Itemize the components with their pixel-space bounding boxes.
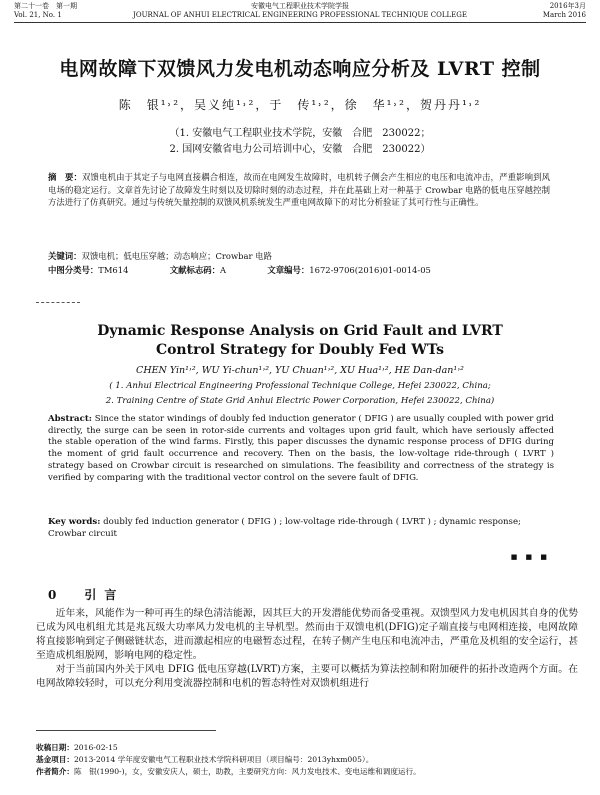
cn-abstract-label: 摘 要： (48, 172, 83, 182)
cn-abstract-text: 双馈电机由于其定子与电网直接耦合相连，故而在电网发生故障时，电机转子侧会产生相应的电压和电流冲击，严重影响到风电场的稳定运行。文章首先讨论了故障发生时刻以及切除时刻的动态过程，并在此基础上对一种基于 Crowbar 电路的低电压穿越控制方法进行了仿真研究。通过与传统矢量控制的双馈风机系统发生严重电网故障下的对比分析验证了其可行性与正确性。 (48, 172, 550, 208)
cn-authors: 陈 银¹˒²，吴义纯¹˒²，于 传¹˒²，徐 华¹˒²，贺丹丹¹˒² (118, 98, 482, 112)
cn-title: 电网故障下双馈风力发电机动态响应分析及 LVRT 控制 (59, 58, 541, 80)
header-journal (14, 2, 586, 20)
received-label: 收稿日期： (36, 743, 74, 752)
footnote (36, 742, 578, 778)
cn-keywords (48, 250, 550, 262)
fund-value: 2013-2014 学年度安徽电气工程职业技术学院科研项目（项目编号：2013yhxm005）。 (73, 755, 374, 764)
header-volume-cn: 第二十一卷 第一期 (14, 2, 77, 10)
en-authors: CHEN Yin¹˒², WU Yi-chun¹˒², YU Chuan¹˒², XU Hua¹˒², HE Dan-dan¹˒² (136, 365, 464, 376)
body-text (36, 607, 578, 691)
article-no-label: 文章编号： (267, 265, 310, 275)
cn-keywords-label: 关键词： (48, 251, 82, 261)
body-paragraph-1: 近年来，风能作为一种可再生的绿色清洁能源，因其巨大的开发潜能优势而备受重视。双馈型风力发电机因其自身的优势已成为风电机组尤其是兆瓦级大功率风力发电机的主导机型。然而由于双馈电机(DFIG)定子端直接与电网相连接，电网故障将直接影响到定子侧磁链状态，进而激起相应的电磁暂态过程，在转子侧产生电压和电流冲击，严重危及机组的安全运行，甚至造成机组脱网，影响电网的稳定性。 (36, 608, 578, 661)
en-keywords-text: doubly fed induction generator ( DFIG ) ; low-voltage ride-through ( LVRT ) ; dynamic response; Crowbar circuit (48, 517, 521, 539)
en-title-line1: Dynamic Response Analysis on Grid Fault and LVRT (97, 323, 503, 339)
cn-classification (48, 264, 550, 276)
en-title (0, 322, 600, 360)
header-journal-en: JOURNAL OF ANHUI ELECTRICAL ENGINEERING PROFESSIONAL TECHNIQUE COLLEGE (133, 11, 467, 19)
en-abstract (48, 414, 554, 484)
cn-abstract (48, 171, 550, 209)
header-date-en: March 2016 (542, 11, 586, 19)
en-abstract-label: Abstract: (48, 414, 92, 424)
clc-label: 中图分类号： (48, 265, 99, 275)
article-no-value: 1672-9706(2016)01-0014-05 (309, 265, 431, 275)
received-value: 2016-02-15 (73, 743, 118, 752)
en-affiliation-1: ( 1. Anhui Electrical Engineering Professional Technique College, Hefei 230022, China; (109, 381, 491, 391)
cn-affiliation-2: 2. 国网安徽省电力公司培训中心，安徽 合肥 230022） (169, 144, 431, 155)
en-title-line2: Control Strategy for Doubly Fed WTs (155, 342, 445, 358)
cn-affiliation-1: （1. 安徽电气工程职业技术学院，安徽 合肥 230022； (169, 128, 431, 139)
header-rule (14, 22, 586, 23)
end-marks: ■ ■ ■ (510, 553, 550, 561)
footnote-author (36, 766, 578, 778)
section-heading: 0 引言 (48, 588, 125, 602)
cn-keywords-text: 双馈电机；低电压穿越；动态响应；Crowbar 电路 (81, 251, 272, 261)
doc-code-label: 文献标志码： (169, 265, 220, 275)
en-keywords (48, 517, 554, 540)
header-date (543, 2, 586, 20)
footnote-rule (36, 730, 216, 731)
fund-label: 基金项目： (36, 755, 74, 764)
footnote-fund (36, 754, 578, 766)
en-abstract-text: Since the stator windings of doubly fed induction generator ( DFIG ) are usually coupled with power grid directly, the surge can be seen in rotor-side currents and voltages upon grid fault, which have seriously affected the stable operation of the wind farms. Firstly, this paper discusses the dynamic response process of DFIG during the moment of grid fault occurrence and recovery. Then on the basis, the low-voltage ride-through ( LVRT ) strategy based on Crowbar circuit is researched on simulations. The feasibility and correctness of the strategy is verified by comparing with the traditional vector control on the severe fault of DFIG. (48, 414, 555, 483)
footnote-received (36, 742, 578, 754)
header-journal-cn: 安徽电气工程职业技术学院学报 (251, 2, 349, 10)
clc-value: TM614 (98, 265, 129, 275)
author-label: 作者简介： (36, 767, 74, 776)
body-paragraph-2: 对于当前国内外关于风电 DFIG 低电压穿越(LVRT)方案，主要可以概括为算法控制和附加硬件的拓扑改造两个方面。在电网故障较轻时，可以充分利用变流器控制和电机的暂态特性对双馈机组进行 (36, 664, 578, 689)
author-value: 陈 银(1990-)，女，安徽安庆人，硕士，助教，主要研究方向：风力发电技术、变电运维和调度运行。 (73, 767, 421, 776)
header-date-cn: 2016年3月 (549, 2, 586, 10)
header-volume-en: Vol. 21, No. 1 (14, 11, 62, 19)
section-divider (36, 302, 80, 303)
en-affiliation-2: 2. Training Centre of State Grid Anhui Electric Power Corporation, Hefei 230022, China) (105, 396, 495, 406)
doc-code-value: A (220, 265, 227, 275)
en-keywords-label: Key words: (48, 517, 101, 527)
